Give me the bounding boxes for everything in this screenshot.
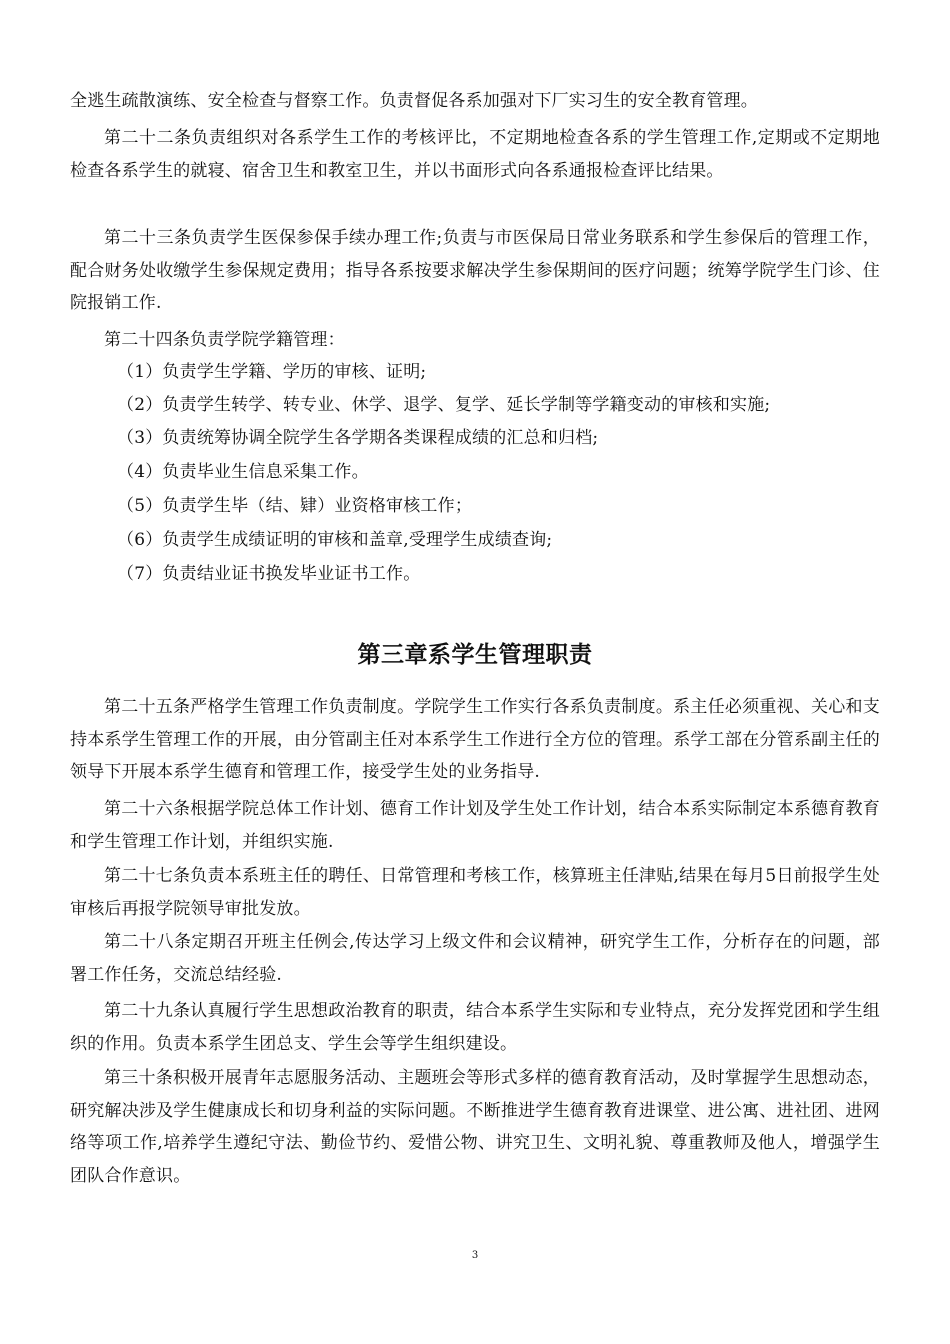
list-item-2: （2）负责学生转学、转专业、休学、退学、复学、延长学制等学籍变动的审核和实施; (117, 395, 771, 415)
paragraph-article-23: 第二十三条负责学生医保参保手续办理工作;负责与市医保局日常业务联系和学生参保后的管理工作，配合财务处收缴学生参保规定费用；指导各系按要求解决学生参保期间的医疗问题；统筹学院学生门诊、住院报销工作. (70, 228, 880, 313)
paragraph-article-30: 第三十条积极开展青年志愿服务活动、主题班会等形式多样的德育教育活动，及时掌握学生思想动态，研究解决涉及学生健康成长和切身利益的实际问题。不断推进学生德育教育进课堂、进公寓、进社团、进网络等项工作,培养学生遵纪守法、勤俭节约、爱惜公物、讲究卫生、文明礼貌、尊重教师及他人，增强学生团队合作意识。 (70, 1068, 880, 1186)
paragraph-continuation: 全逃生疏散演练、安全检查与督察工作。负责督促各系加强对下厂实习生的安全教育管理。 (70, 91, 758, 111)
list-item-3: （3）负责统筹协调全院学生各学期各类课程成绩的汇总和归档; (117, 428, 599, 448)
paragraph-article-29: 第二十九条认真履行学生思想政治教育的职责，结合本系学生实际和专业特点，充分发挥党团和学生组织的作用。负责本系学生团总支、学生会等学生组织建设。 (70, 1001, 880, 1054)
list-item-7: （7）负责结业证书换发毕业证书工作。 (117, 564, 421, 584)
list-item-5: （5）负责学生毕（结、肄）业资格审核工作； (117, 496, 473, 516)
list-item-4: （4）负责毕业生信息采集工作。 (117, 462, 369, 482)
paragraph-article-28: 第二十八条定期召开班主任例会,传达学习上级文件和会议精神，研究学生工作，分析存在的问题，部署工作任务，交流总结经验. (70, 932, 880, 985)
paragraph-article-24: 第二十四条负责学院学籍管理： (104, 330, 345, 350)
paragraph-article-26: 第二十六条根据学院总体工作计划、德育工作计划及学生处工作计划，结合本系实际制定本系德育教育和学生管理工作计划，并组织实施. (70, 799, 880, 852)
list-item-6: （6）负责学生成绩证明的审核和盖章,受理学生成绩查询; (117, 530, 553, 550)
paragraph-article-22: 第二十二条负责组织对各系学生工作的考核评比，不定期地检查各系的学生管理工作,定期或不定期地检查各系学生的就寝、宿舍卫生和教室卫生，并以书面形式向各系通报检查评比结果。 (70, 128, 880, 181)
paragraph-article-27: 第二十七条负责本系班主任的聘任、日常管理和考核工作，核算班主任津贴,结果在每月5日前报学生处审核后再报学院领导审批发放。 (70, 866, 880, 919)
list-item-1: （1）负责学生学籍、学历的审核、证明; (117, 362, 427, 382)
chapter-title: 第三章系学生管理职责 (357, 641, 593, 668)
page-number: 3 (471, 1250, 479, 1261)
paragraph-article-25: 第二十五条严格学生管理工作负责制度。学院学生工作实行各系负责制度。系主任必须重视、关心和支持本系学生管理工作的开展，由分管副主任对本系学生工作进行全方位的管理。系学工部在分管系副主任的领导下开展本系学生德育和管理工作，接受学生处的业务指导. (70, 697, 880, 782)
